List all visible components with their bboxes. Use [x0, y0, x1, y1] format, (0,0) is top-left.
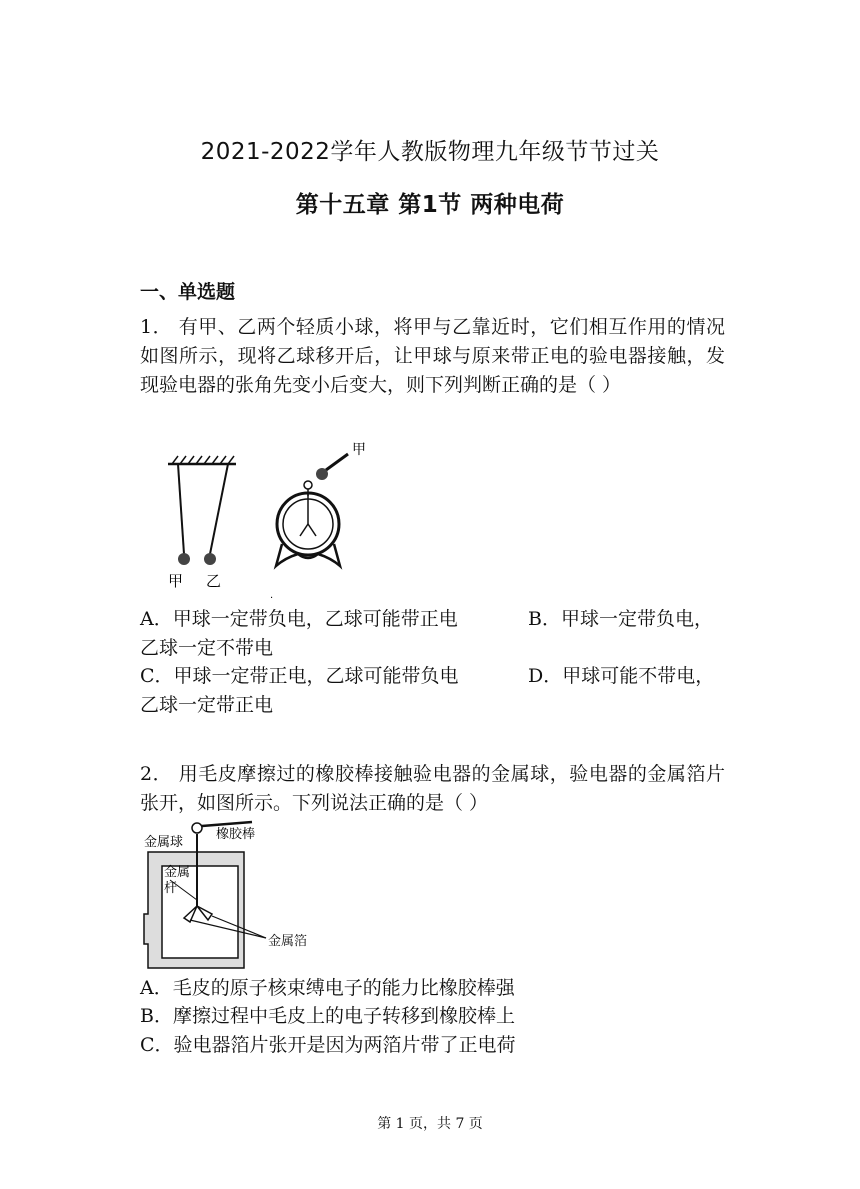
page-footer: 第 1 页，共 7 页	[377, 1116, 483, 1132]
question-1-figure	[150, 436, 390, 604]
chapter-title: 第十五章 第1节 两种电荷	[295, 192, 565, 218]
q2-option-a: A．毛皮的原子核束缚电子的能力比橡胶棒强	[140, 977, 515, 999]
q1-option-d-cont: 乙球一定带正电	[140, 694, 274, 716]
label-metal-ball: 金属球	[144, 835, 184, 850]
q2-option-b: B．摩擦过程中毛皮上的电子转移到橡胶棒上	[140, 1005, 515, 1027]
ball-yi	[204, 553, 216, 565]
label-jia-rod: 甲	[352, 442, 366, 458]
label-metal-stem: 金属	[164, 865, 191, 880]
question-2-figure	[140, 816, 280, 974]
q1-option-b-cont: 乙球一定不带电	[140, 637, 274, 659]
page-title: 2021-2022学年人教版物理九年级节节过关	[200, 139, 660, 165]
electroscope-figure	[276, 442, 366, 566]
label-rubber-rod: 橡胶棒	[216, 827, 256, 842]
label-metal-foil: 金属箔	[268, 934, 308, 949]
question-1-stem: 1． 有甲、乙两个轻质小球，将甲与乙靠近时，它们相互作用的情况如图所示，现将乙球移开后，让甲球与原来带正电的验电器接触，发现验电器的张角先变小后变大，则下列判断正确的是（ ）	[140, 316, 725, 396]
q1-option-d: D．甲球可能不带电，	[528, 665, 715, 687]
q1-option-a: A．甲球一定带负电，乙球可能带正电	[140, 608, 458, 630]
label-yi: 乙	[206, 572, 222, 590]
ball-jia	[178, 553, 190, 565]
q1-option-c: C．甲球一定带正电，乙球可能带负电	[140, 665, 459, 687]
label-metal-stem-2: 杆	[164, 881, 178, 896]
q2-option-c: C．验电器箔片张开是因为两箔片带了正电荷	[140, 1034, 516, 1056]
label-jia: 甲	[168, 572, 184, 590]
q1-option-b: B．甲球一定带负电，	[528, 608, 713, 630]
svg-text:.: .	[270, 590, 274, 601]
question-2-stem: 2． 用毛皮摩擦过的橡胶棒接触验电器的金属球，验电器的金属箔片张开，如图所示。下列说法正确的是（ ）	[140, 763, 725, 814]
section-heading: 一、单选题	[140, 281, 236, 303]
